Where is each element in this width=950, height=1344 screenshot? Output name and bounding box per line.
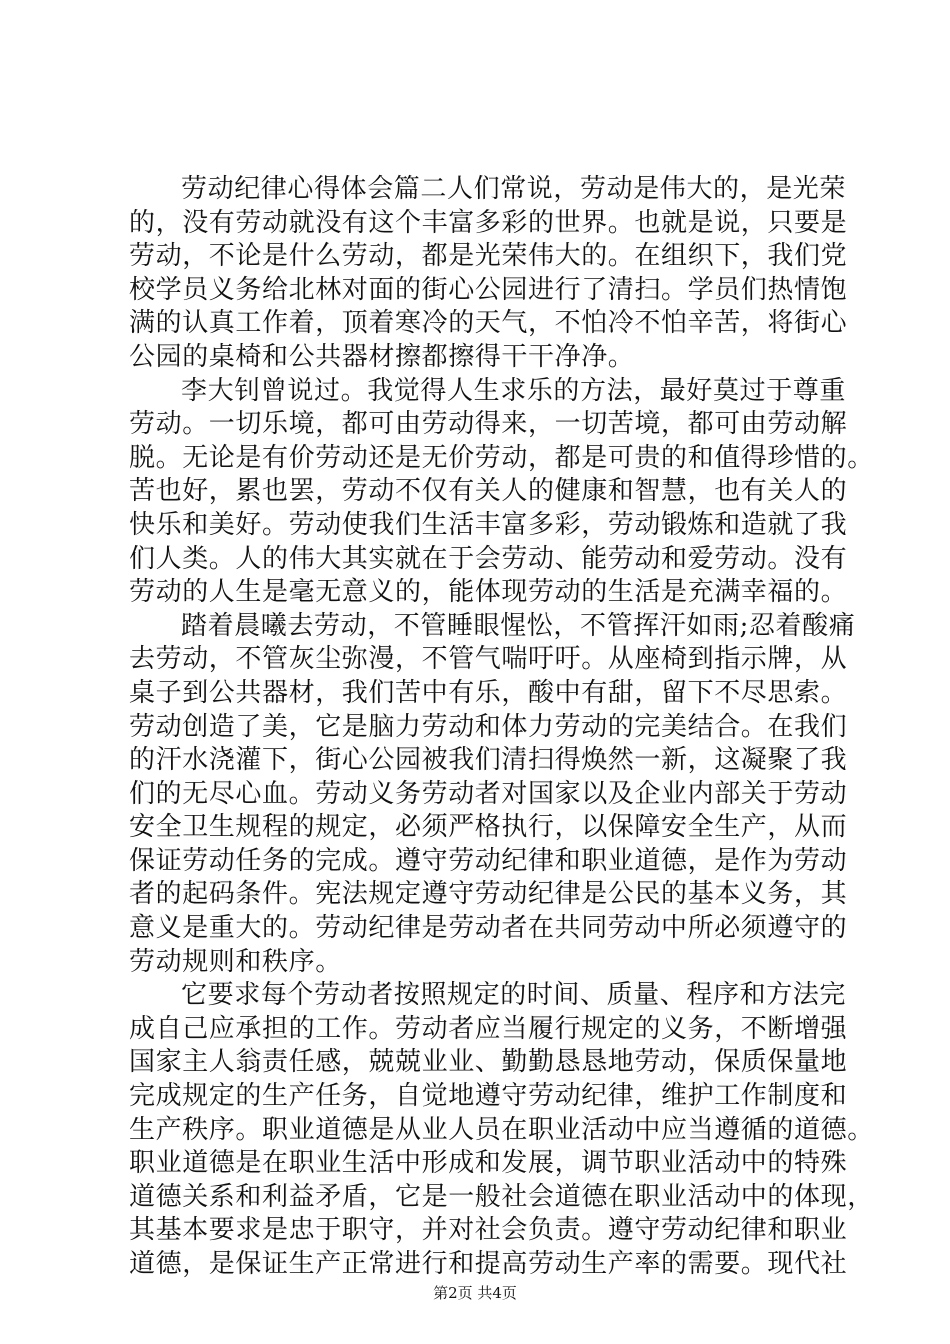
text-line: 快乐和美好。劳动使我们生活丰富多彩，劳动锻炼和造就了我 <box>129 509 848 540</box>
text-line: 脱。无论是有价劳动还是无价劳动，都是可贵的和值得珍惜的。 <box>129 442 874 473</box>
text-line: 意义是重大的。劳动纪律是劳动者在共同劳动中所必须遵守的 <box>129 913 848 944</box>
text-line: 劳动规则和秩序。 <box>129 946 342 977</box>
text-line: 去劳动，不管灰尘弥漫，不管气喘吁吁。从座椅到指示牌，从 <box>129 644 848 675</box>
text-line: 职业道德是在职业生活中形成和发展，调节职业活动中的特殊 <box>129 1148 848 1179</box>
text-line: 成自己应承担的工作。劳动者应当履行规定的义务，不断增强 <box>129 1013 848 1044</box>
text-line: 者的起码条件。宪法规定遵守劳动纪律是公民的基本义务，其 <box>129 879 848 910</box>
text-line: 劳动的人生是毫无意义的，能体现劳动的生活是充满幸福的。 <box>129 577 848 608</box>
text-line: 校学员义务给北林对面的街心公园进行了清扫。学员们热情饱 <box>129 274 848 305</box>
text-line: 安全卫生规程的规定，必须严格执行，以保障安全生产，从而 <box>129 812 848 843</box>
text-line: 们的无尽心血。劳动义务劳动者对国家以及企业内部关于劳动 <box>129 778 848 809</box>
document-body <box>129 173 874 1282</box>
text-line: 其基本要求是忠于职守，并对社会负责。遵守劳动纪律和职业 <box>129 1215 848 1246</box>
text-line: 桌子到公共器材，我们苦中有乐，酸中有甜，留下不尽思索。 <box>129 677 848 708</box>
paragraph <box>129 173 848 375</box>
text-line: 完成规定的生产任务，自觉地遵守劳动纪律，维护工作制度和 <box>129 1081 848 1112</box>
text-line: 们人类。人的伟大其实就在于会劳动、能劳动和爱劳动。没有 <box>129 543 848 574</box>
paragraph <box>129 610 856 980</box>
text-line: 保证劳动任务的完成。遵守劳动纪律和职业道德，是作为劳动 <box>129 845 848 876</box>
page-number-footer: 第2页 共4页 <box>433 1284 517 1302</box>
text-line: 劳动。一切乐境，都可由劳动得来，一切苦境，都可由劳动解 <box>129 409 848 440</box>
text-line: 的汗水浇灌下，街心公园被我们清扫得焕然一新，这凝聚了我 <box>129 745 848 776</box>
text-line: 公园的桌椅和公共器材擦都擦得干干净净。 <box>129 341 635 372</box>
text-line: 生产秩序。职业道德是从业人员在职业活动中应当遵循的道德。 <box>129 1114 874 1145</box>
text-line: 道德关系和利益矛盾，它是一般社会道德在职业活动中的体现， <box>129 1181 874 1212</box>
text-line: 道德，是保证生产正常进行和提高劳动生产率的需要。现代社 <box>129 1249 848 1279</box>
text-line: 的，没有劳动就没有这个丰富多彩的世界。也就是说，只要是 <box>129 207 848 238</box>
text-line: 苦也好，累也罢，劳动不仅有关人的健康和智慧，也有关人的 <box>129 476 848 507</box>
text-line: 李大钊曾说过。我觉得人生求乐的方法，最好莫过于尊重 <box>181 375 847 406</box>
text-line: 它要求每个劳动者按照规定的时间、质量、程序和方法完 <box>181 980 847 1011</box>
paragraph <box>129 375 874 610</box>
text-line: 劳动，不论是什么劳动，都是光荣伟大的。在组织下，我们党 <box>129 241 848 272</box>
text-line: 国家主人翁责任感，兢兢业业、勤勤恳恳地劳动，保质保量地 <box>129 1047 848 1078</box>
text-line: 踏着晨曦去劳动，不管睡眼惺忪，不管挥汗如雨;忍着酸痛 <box>181 610 856 641</box>
text-line: 满的认真工作着，顶着寒冷的天气，不怕冷不怕辛苦，将街心 <box>129 308 848 339</box>
text-line: 劳动纪律心得体会篇二人们常说，劳动是伟大的，是光荣 <box>181 174 847 204</box>
paragraph <box>129 979 874 1281</box>
text-line: 劳动创造了美，它是脑力劳动和体力劳动的完美结合。在我们 <box>129 711 848 742</box>
